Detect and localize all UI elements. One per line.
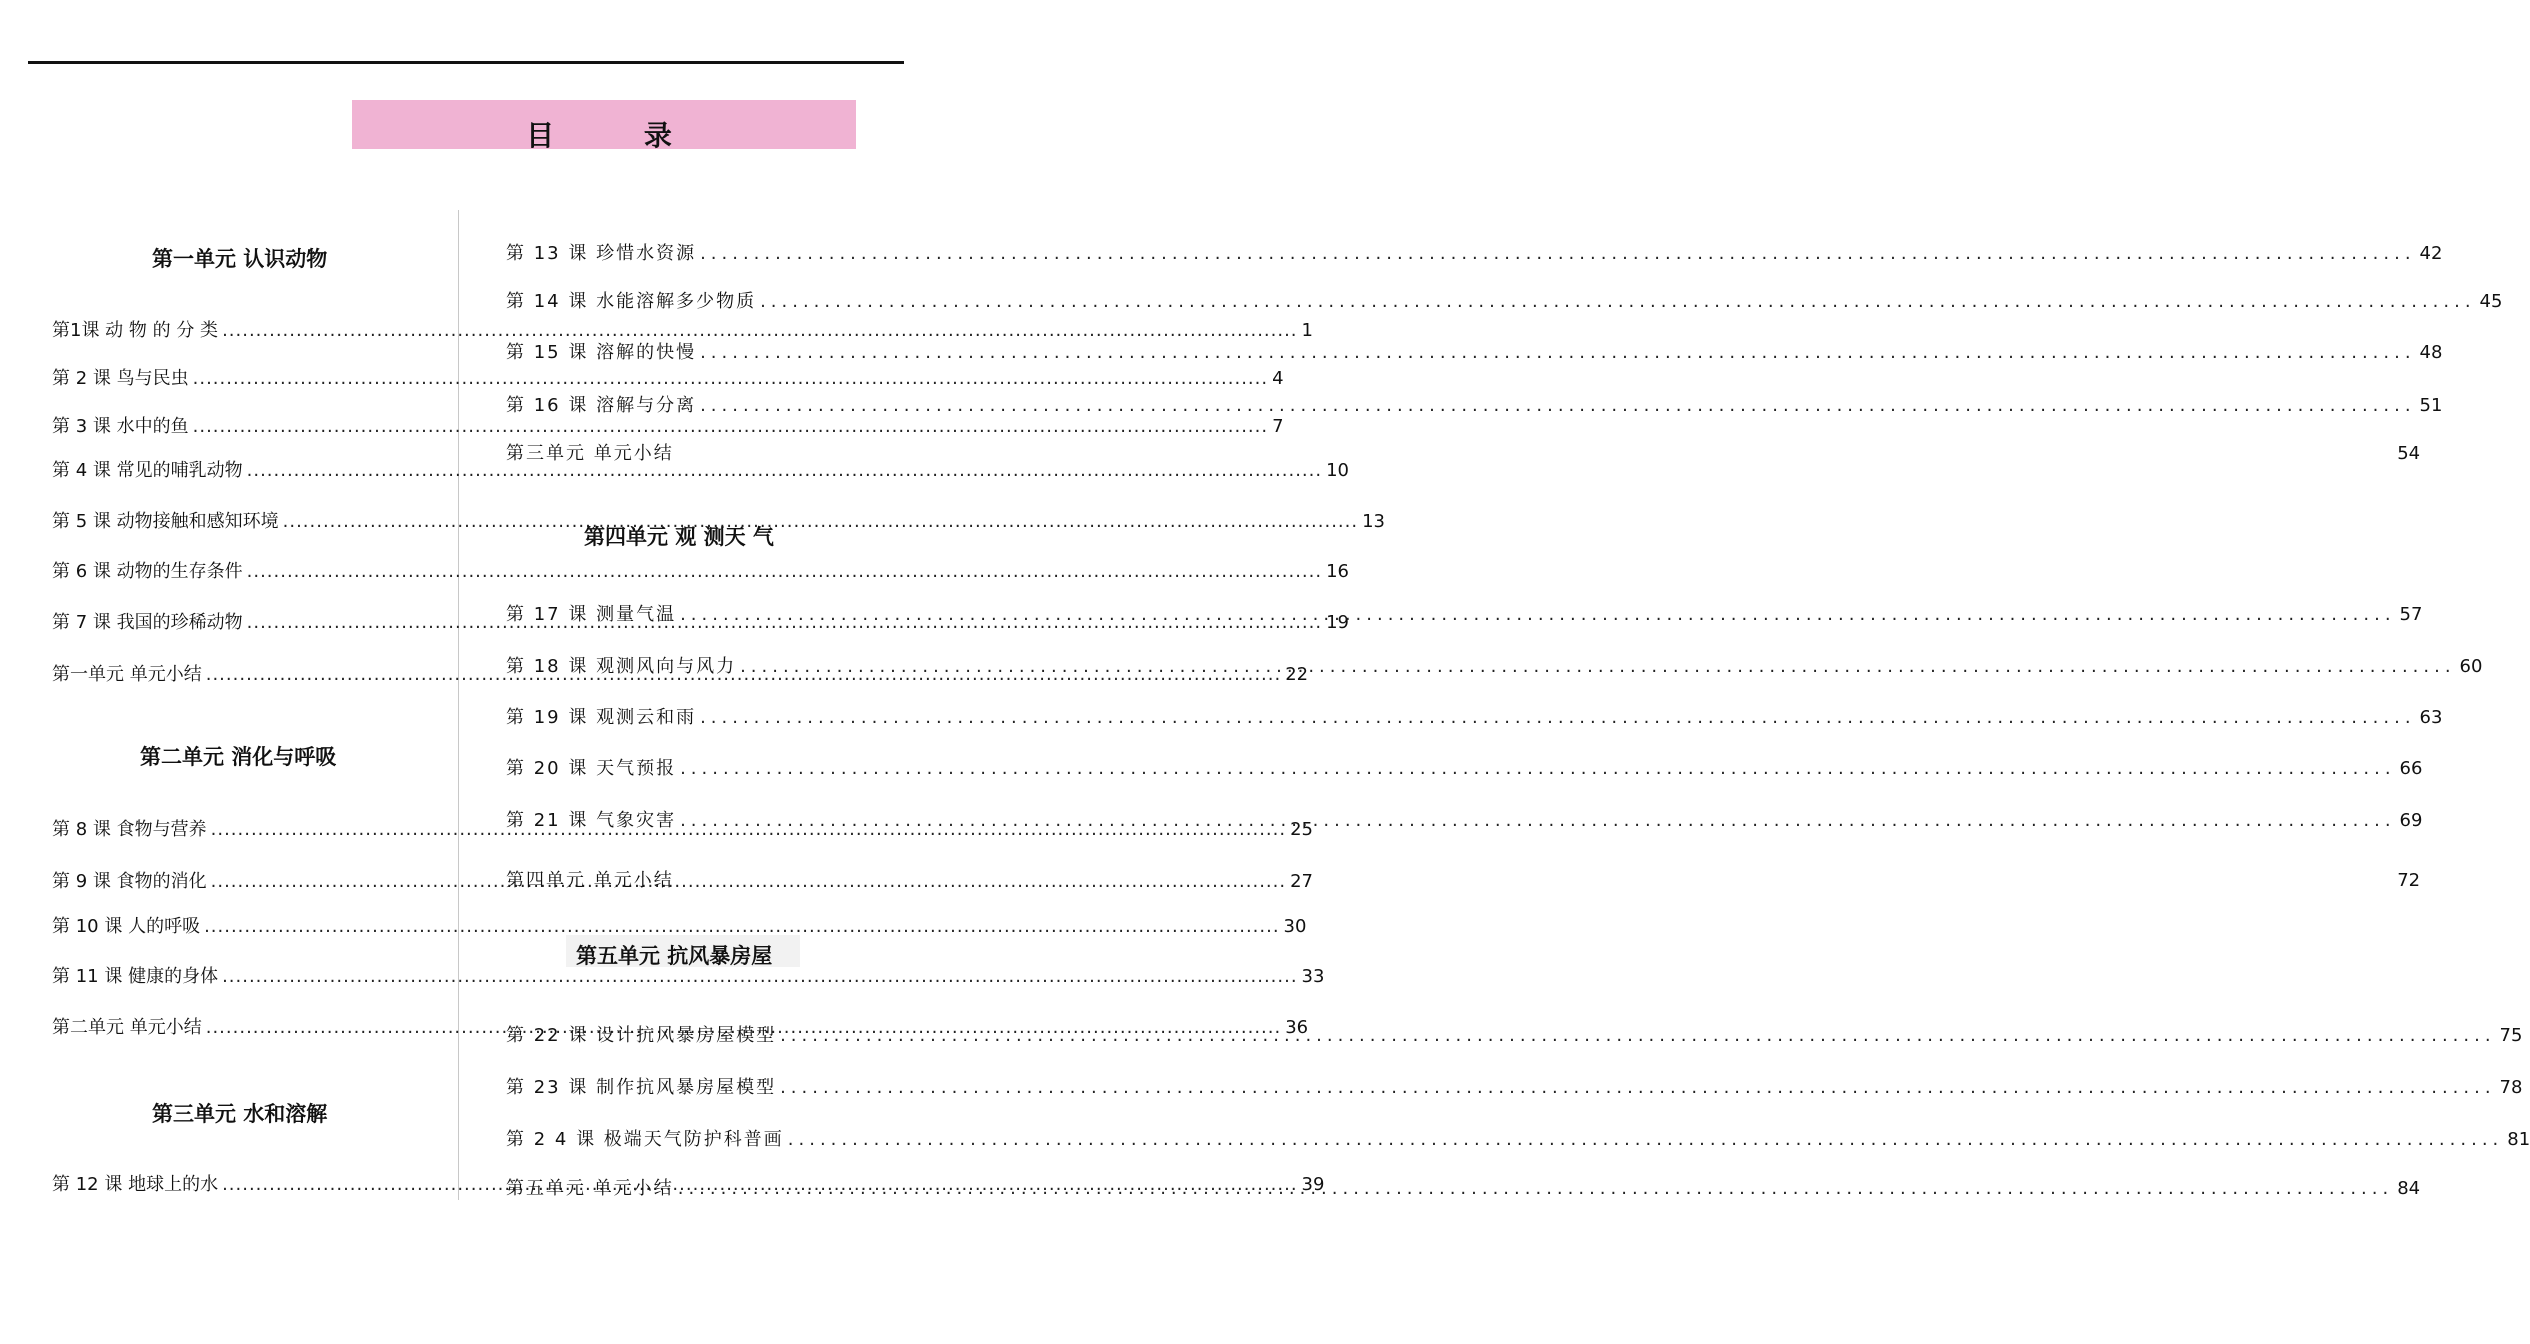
dot-leader bbox=[760, 289, 2475, 315]
toc-entry-label: 第四单元 单元小结 bbox=[506, 870, 674, 891]
dot-leader bbox=[740, 654, 2455, 680]
dot-leader bbox=[193, 366, 1268, 392]
toc-entry[interactable] bbox=[52, 509, 1385, 535]
unit-heading: 第五单元 抗风暴房屋 bbox=[576, 944, 773, 968]
toc-entry-page: 1 bbox=[1301, 320, 1313, 341]
toc-entry-label: 第 12 课 地球上的水 bbox=[52, 1174, 219, 1195]
toc-entry-page: 75 bbox=[2499, 1025, 2523, 1046]
toc-entry-label: 第三单元 单元小结 bbox=[506, 443, 674, 464]
toc-entry-label: 第 9 课 食物的消化 bbox=[52, 871, 207, 892]
toc-entry-page: 16 bbox=[1326, 561, 1349, 582]
toc-entry-page: 10 bbox=[1326, 460, 1349, 481]
toc-entry-label: 第 6 课 动物的生存条件 bbox=[52, 561, 243, 582]
toc-entry-label: 第 2 课 鸟与民虫 bbox=[52, 368, 189, 389]
toc-entry-label: 第 18 课 观测风向与风力 bbox=[506, 656, 737, 677]
toc-entry[interactable] bbox=[52, 914, 1307, 940]
toc-entry-label: 第二单元 单元小结 bbox=[52, 1017, 202, 1038]
toc-entry-page: 60 bbox=[2459, 656, 2483, 677]
toc-entry[interactable] bbox=[506, 289, 2503, 315]
toc-entry-label: 第 8 课 食物与营养 bbox=[52, 819, 207, 840]
toc-entry-label: 第五单元 单元小结 bbox=[506, 1178, 674, 1199]
toc-entry-label: 第 21 课 气象灾害 bbox=[506, 810, 677, 831]
toc-entry-label: 第 5 课 动物接触和感知环境 bbox=[52, 511, 279, 532]
toc-entry-page: 19 bbox=[1326, 612, 1349, 633]
toc-entry-label: 第 16 课 溶解与分离 bbox=[506, 395, 697, 416]
dot-leader bbox=[680, 808, 2395, 834]
toc-entry[interactable] bbox=[52, 318, 1313, 344]
toc-entry[interactable] bbox=[52, 964, 1325, 990]
title-banner bbox=[352, 100, 856, 152]
dot-leader bbox=[247, 559, 1322, 585]
toc-entry-page: 48 bbox=[2419, 342, 2443, 363]
toc-entry[interactable] bbox=[506, 441, 2421, 467]
unit-heading: 第一单元 认识动物 bbox=[152, 247, 328, 271]
toc-entry-label: 第 14 课 水能溶解多少物质 bbox=[506, 291, 757, 312]
toc-entry-label: 第一单元 单元小结 bbox=[52, 664, 202, 685]
toc-entry[interactable] bbox=[506, 241, 2443, 267]
column-divider bbox=[458, 210, 459, 1200]
toc-entry[interactable] bbox=[52, 559, 1349, 585]
toc-entry-label: 第 2 4 课 极端天气防护科普画 bbox=[506, 1129, 784, 1150]
unit-heading: 第四单元 观 测天 气 bbox=[584, 525, 774, 549]
toc-entry-page: 78 bbox=[2499, 1077, 2523, 1098]
toc-entry-label: 第 23 课 制作抗风暴房屋模型 bbox=[506, 1077, 777, 1098]
toc-entry-label: 第 15 课 溶解的快慢 bbox=[506, 342, 697, 363]
toc-entry-page: 39 bbox=[1301, 1174, 1325, 1195]
toc-entry-page: 27 bbox=[1290, 871, 1313, 892]
toc-entry-page: 4 bbox=[1272, 368, 1284, 389]
dot-leader bbox=[700, 241, 2415, 267]
toc-entry-page: 69 bbox=[2399, 810, 2423, 831]
toc-entry[interactable] bbox=[506, 1075, 2523, 1101]
toc-entry-label: 第 11 课 健康的身体 bbox=[52, 966, 219, 987]
dot-leader bbox=[700, 340, 2415, 366]
toc-entry-page: 45 bbox=[2479, 291, 2503, 312]
toc-entry-page: 81 bbox=[2507, 1129, 2530, 1150]
toc-entry-label: 第 19 课 观测云和雨 bbox=[506, 707, 697, 728]
toc-entry-label: 第 7 课 我国的珍稀动物 bbox=[52, 612, 243, 633]
toc-entry[interactable] bbox=[52, 366, 1284, 392]
toc-entry-page: 84 bbox=[2397, 1178, 2421, 1199]
toc-entry-label: 第1课 动 物 的 分 类 bbox=[52, 320, 219, 341]
toc-entry-page: 7 bbox=[1272, 416, 1284, 437]
dot-leader bbox=[283, 509, 1358, 535]
toc-entry[interactable] bbox=[52, 414, 1284, 440]
toc-entry[interactable] bbox=[506, 705, 2443, 731]
dot-leader bbox=[700, 393, 2415, 419]
toc-entry-page: 54 bbox=[2397, 443, 2421, 464]
unit-heading: 第二单元 消化与呼吸 bbox=[140, 745, 337, 769]
toc-entry-page: 33 bbox=[1301, 966, 1325, 987]
dot-leader bbox=[680, 756, 2395, 782]
toc-entry-label: 第 4 课 常见的哺乳动物 bbox=[52, 460, 243, 481]
toc-entry-label: 第 17 课 测量气温 bbox=[506, 604, 677, 625]
dot-leader bbox=[780, 1023, 2495, 1049]
toc-entry-page: 13 bbox=[1362, 511, 1385, 532]
toc-entry-page: 63 bbox=[2419, 707, 2443, 728]
toc-entry-page: 25 bbox=[1290, 819, 1313, 840]
dot-leader bbox=[780, 1075, 2495, 1101]
toc-entry-page: 36 bbox=[1285, 1017, 1309, 1038]
toc-entry[interactable] bbox=[506, 340, 2443, 366]
toc-entry-page: 30 bbox=[1283, 916, 1307, 937]
toc-entry-page: 57 bbox=[2399, 604, 2423, 625]
toc-entry[interactable] bbox=[506, 393, 2443, 419]
toc-entry[interactable] bbox=[506, 756, 2423, 782]
toc-entry-label: 第 20 课 天气预报 bbox=[506, 758, 677, 779]
dot-leader bbox=[678, 1176, 2393, 1202]
toc-entry-page: 42 bbox=[2419, 243, 2443, 264]
dot-leader bbox=[788, 1127, 2503, 1153]
toc-entry[interactable] bbox=[506, 1127, 2530, 1153]
toc-entry-page: 22 bbox=[1285, 664, 1309, 685]
dot-leader bbox=[680, 602, 2395, 628]
toc-entry-page: 51 bbox=[2419, 395, 2443, 416]
toc-entry[interactable] bbox=[52, 458, 1349, 484]
toc-entry-page: 66 bbox=[2399, 758, 2423, 779]
dot-leader bbox=[700, 705, 2415, 731]
toc-entry-label: 第 10 课 人的呼吸 bbox=[52, 916, 201, 937]
unit-heading: 第三单元 水和溶解 bbox=[152, 1102, 328, 1126]
toc-entry-label: 第 13 课 珍惜水资源 bbox=[506, 243, 697, 264]
clipped-entry-wrapper bbox=[506, 441, 2421, 464]
toc-entry-label: 第 3 课 水中的鱼 bbox=[52, 416, 189, 437]
top-rule bbox=[28, 61, 904, 64]
toc-entry-page: 72 bbox=[2397, 870, 2421, 891]
page-title: 目 录 bbox=[526, 119, 712, 152]
toc-entry-label: 第 22 课 设计抗风暴房屋模型 bbox=[506, 1025, 777, 1046]
